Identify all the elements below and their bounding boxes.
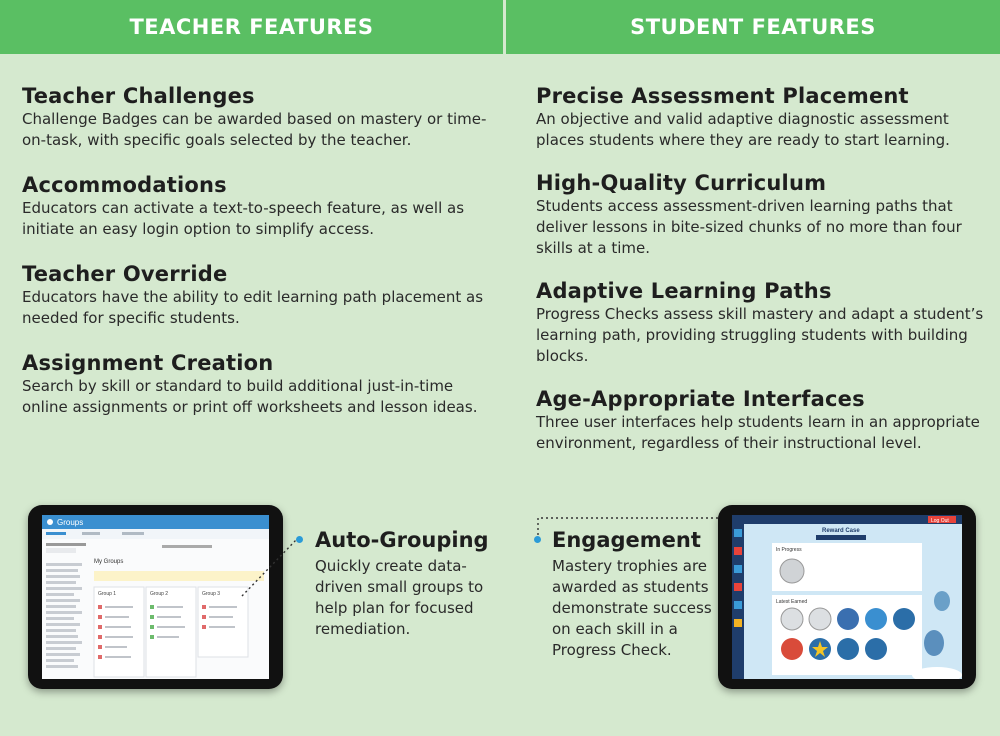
feature-teacher-challenges (22, 83, 492, 151)
student-features-header: STUDENT FEATURES (506, 0, 1000, 54)
reward-case-title: Reward Case (822, 528, 860, 534)
feature-text: Search by skill or standard to build additional just-in-time online assignments or print off worksheets and lesson ideas. (22, 377, 478, 416)
callout-title: Engagement (552, 528, 701, 552)
in-progress-label: In Progress (776, 547, 802, 553)
feature-title: Assignment Creation (22, 351, 274, 375)
teacher-features-list (22, 83, 492, 439)
feature-accommodations (22, 172, 492, 240)
group-2-label: Group 2 (150, 591, 169, 597)
reward-case-screen (732, 515, 962, 679)
group-1-label: Group 1 (98, 591, 117, 597)
logout-button: Log Out (931, 518, 949, 524)
feature-high-quality-curriculum (536, 170, 986, 259)
feature-title: Precise Assessment Placement (536, 84, 909, 108)
teacher-features-header: TEACHER FEATURES (0, 0, 503, 54)
feature-text: Challenge Badges can be awarded based on mastery or time-on-task, with specific goals selected by the teacher. (22, 110, 487, 149)
latest-earned-label: Latest Earned (776, 599, 808, 605)
auto-grouping-callout (315, 528, 490, 640)
auto-grouping-bullet (296, 536, 303, 543)
my-groups-label: My Groups (94, 559, 124, 565)
student-features-list (536, 83, 986, 473)
feature-title: Adaptive Learning Paths (536, 279, 832, 303)
feature-title: Age-Appropriate Interfaces (536, 387, 865, 411)
groups-screen (42, 515, 269, 679)
feature-precise-assessment (536, 83, 986, 151)
feature-title: Accommodations (22, 173, 227, 197)
reward-case-mockup (732, 515, 962, 679)
student-tablet-image (718, 505, 976, 689)
groups-screen-mockup (42, 515, 269, 679)
feature-assignment-creation (22, 350, 492, 418)
callout-text: Quickly create data-driven small groups to help plan for focused remediation. (315, 557, 484, 638)
feature-text: Students access assessment-driven learning paths that deliver lessons in bite-sized chunks of no more than four skills at a time. (536, 197, 962, 257)
auto-grouping-connector (240, 530, 300, 600)
feature-text: Three user interfaces help students learn in an appropriate environment, regardless of their instructional level. (536, 413, 980, 452)
callout-title: Auto-Grouping (315, 528, 489, 552)
feature-text: Educators can activate a text-to-speech feature, as well as initiate an easy login option to simplify access. (22, 199, 465, 238)
feature-title: Teacher Override (22, 262, 228, 286)
callout-text: Mastery trophies are awarded as students demonstrate success on each skill in a Progress Check. (552, 557, 712, 659)
groups-app-title: Groups (57, 518, 84, 527)
feature-text: Educators have the ability to edit learning path placement as needed for specific students. (22, 288, 484, 327)
feature-teacher-override (22, 261, 492, 329)
feature-adaptive-paths (536, 278, 986, 367)
feature-text: Progress Checks assess skill mastery and adapt a student’s learning path, providing struggling students with building blocks. (536, 305, 984, 365)
group-3-label: Group 3 (202, 591, 221, 597)
engagement-callout (552, 528, 717, 661)
feature-title: High-Quality Curriculum (536, 171, 827, 195)
feature-text: An objective and valid adaptive diagnostic assessment places students where they are ready to start learning. (536, 110, 950, 149)
engagement-bullet (534, 536, 541, 543)
feature-age-appropriate (536, 386, 986, 454)
feature-title: Teacher Challenges (22, 84, 255, 108)
